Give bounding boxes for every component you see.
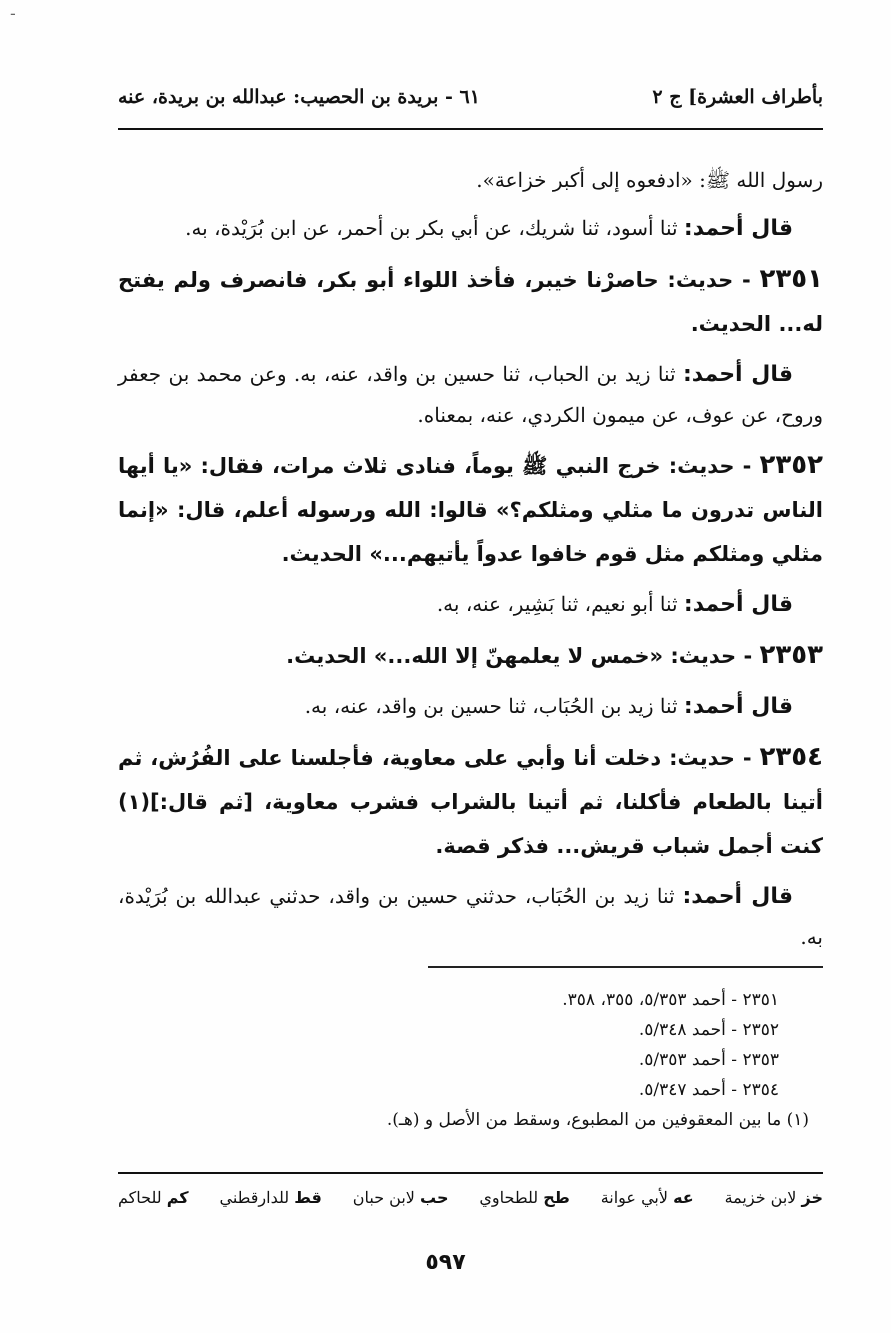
isnad-paragraph [118, 876, 823, 957]
legend-item: طح للطحاوي [479, 1188, 570, 1207]
isnad-lead: قال أحمد: [682, 884, 793, 909]
hadith-2351 [118, 257, 823, 346]
isnad-paragraph [118, 208, 823, 249]
book-title: بأطراف العشرة] ج ٢ [652, 86, 823, 108]
isnad-text: ثنا أبو نعيم، ثنا بَشِير، عنه، به. [436, 592, 684, 616]
hadith-number: ٢٣٥٢ [759, 450, 823, 480]
footnotes [300, 985, 823, 1135]
hadith-2352 [118, 443, 823, 576]
isnad-lead: قال أحمد: [683, 694, 793, 719]
footnote-reference: ٢٣٥٤ - أحمد ٥/٣٤٧. [638, 1080, 779, 1100]
running-header [118, 80, 823, 114]
legend-item: قط للدارقطني [219, 1188, 322, 1207]
main-text [118, 160, 823, 965]
hadith-2354 [118, 735, 823, 868]
hadith-number: ٢٣٥١ [759, 264, 823, 294]
legend-item: حب لابن حبان [352, 1188, 449, 1207]
isnad-lead: قال أحمد: [683, 216, 793, 241]
hadith-text: - حديث: «خمس لا يعلمهنّ إلا الله...» الحديث. [286, 644, 760, 668]
hadith-2353 [118, 633, 823, 678]
hadith-text: - حديث: حاصرْنا خيبر، فأخذ اللواء أبو بكر، فانصرف ولم يفتح له... الحديث. [118, 268, 823, 336]
corner-mark: - [10, 4, 16, 23]
chapter-title: ٦١ - بريدة بن الحصيب: عبدالله بن بريدة، عنه [118, 86, 480, 108]
isnad-paragraph [118, 686, 823, 727]
hadith-text: - حديث: خرج النبي ﷺ يوماً، فنادى ثلاث مرات، فقال: «يا أيها الناس تدرون ما مثلي ومثلكم؟» قالوا: الله ورسوله أعلم، قال: «إنما مثلي ومثلكم مثل قوم خافوا عدواً يأتيهم...» الحديث. [118, 454, 823, 566]
footnote-reference: ٢٣٥٣ - أحمد ٥/٣٥٣. [638, 1050, 779, 1070]
isnad-text: ثنا زيد بن الحُبَاب، حدثني حسين بن واقد، حدثني عبدالله بن بُرَيْدة، به. [118, 884, 823, 949]
page-number: ٥٩٧ [425, 1250, 466, 1275]
isnad-paragraph [118, 354, 823, 435]
footnote-reference: ٢٣٥٢ - أحمد ٥/٣٤٨. [638, 1020, 779, 1040]
legend-rule [118, 1172, 823, 1174]
abbreviation-legend [118, 1188, 823, 1207]
isnad-text: ثنا زيد بن الحُبَاب، ثنا حسين بن واقد، عنه، به. [304, 694, 684, 718]
isnad-lead: قال أحمد: [683, 592, 793, 617]
continuation-paragraph: رسول الله ﷺ: «ادفعوه إلى أكبر خزاعة». [476, 168, 823, 192]
isnad-text: ثنا أسود، ثنا شريك، عن أبي بكر بن أحمر، عن ابن بُرَيْدة، به. [185, 216, 684, 240]
hadith-number: ٢٣٥٣ [759, 640, 823, 670]
isnad-text: ثنا زيد بن الحباب، ثنا حسين بن واقد، عنه، به. وعن محمد بن جعفر وروح، عن عوف، عن ميمون الكردي، عنه، بمعناه. [118, 362, 823, 427]
hadith-text: - حديث: دخلت أنا وأبي على معاوية، فأجلسنا على الفُرُش، ثم أتينا بالطعام فأكلنا، ثم أتينا بالشراب فشرب معاوية، [ثم قال:](١) كنت أجمل شباب قريش... فذكر قصة. [118, 746, 823, 858]
legend-item: خز لابن خزيمة [724, 1188, 823, 1207]
legend-item: عه لأبي عوانة [600, 1188, 694, 1207]
footnote-note: (١) ما بين المعقوفين من المطبوع، وسقط من الأصل و (هـ). [386, 1110, 809, 1130]
footnote-rule [428, 966, 823, 968]
hadith-number: ٢٣٥٤ [759, 742, 823, 772]
header-rule [118, 128, 823, 130]
footnote-reference: ٢٣٥١ - أحمد ٥/٣٥٣، ٣٥٥، ٣٥٨. [562, 990, 779, 1010]
legend-item: كم للحاكم [118, 1188, 189, 1207]
isnad-paragraph [118, 584, 823, 625]
isnad-lead: قال أحمد: [682, 362, 793, 387]
